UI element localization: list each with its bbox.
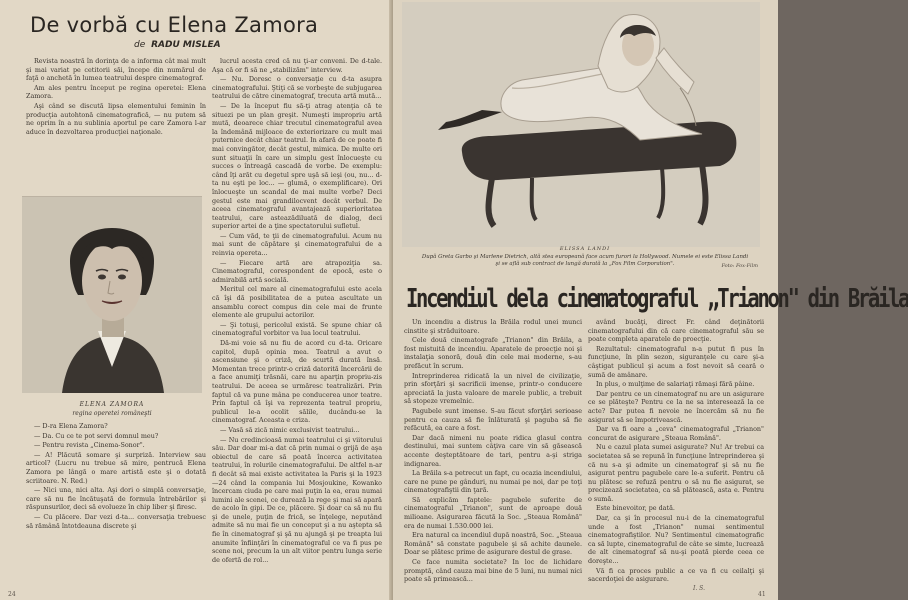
byline (134, 40, 221, 50)
right-column-2-text (588, 318, 764, 584)
paragraph: Dar pentru ce un cinematograf nu are un asigurare ce se plăteşte? Pentru ce la ne sa interesează la ce acte? Dar putea fi nevoie ne încercăm să nu fie asigurat să se împotrivească. (588, 389, 764, 424)
elissa-landi-photo (402, 2, 760, 247)
paragraph: — Nici una, nici alta. Aşi dori o simplă conversaţie, care să nu fie încătuşată de formula întrebărilor şi răspunsurilor, deci să evolueze în chip liber şi firesc. (26, 486, 206, 512)
paragraph: Nu e cazul plata sumei asigurate? Nu! Ar trebui ca societatea să se repună în funcţiune întreprinderea şi că nu s-a şi admite un cinematograf şi să nu fie asigurat pentru pagubele care le-a suferit. Pentru că nu plătesc se refuză pentru o să nu fie asigurat, se precizează societatea, ca să plătească, asta e. Pentru o sumă. (588, 443, 764, 503)
portrait-caption (22, 400, 202, 418)
article-title: De vorbă cu Elena Zamora (30, 13, 319, 37)
photo-credit: Foto: Fox-Film (721, 263, 758, 269)
right-column-1-text (404, 318, 582, 596)
paragraph: Revista noastră în dorinţa de a informa cât mai mult şi mai variat pe cetitorii săi, începe din numărul de faţă o anchetă în lumea teatrului despre cinematograf. (26, 57, 206, 83)
paragraph: Aşi când se discută lipsa elementului feminin în producţia autohtonă cinematografică, — nu putem să ne oprim în a nu sublinia aportul pe care Zamora l-ar aduce în dezvoltarea producţiei naţionale. (26, 101, 206, 136)
paragraph: — Nu. Doresc o conversaţie cu d-ta asupra cinematografului. Ştiţi că se vorbeşte de subjugarea teatrului de către cinematograf, trecuta artă mută... (212, 75, 382, 101)
fire-article-headline: Incendiul dela cinematograful „Trianon" din Brăila (406, 283, 908, 313)
author-name: RADU MISLEA (151, 40, 221, 50)
paragraph: — Da. Cu ce te pot servi domnul meu? (34, 431, 159, 440)
portrait-image (22, 197, 202, 393)
left-column-2-text (212, 57, 382, 597)
portrait-photo (22, 196, 202, 392)
left-page (0, 0, 391, 600)
paragraph: lucrul acesta cred că nu ţi-ar conveni. De d-tale. Aşa că or fi să ne „stabilizăm" interview. (212, 57, 382, 74)
paragraph: având bucăţi, direct Fr. când deţinătorii cinematografului din că care cinematograful său se poate completa aparatele de proecţie. (588, 318, 764, 344)
paragraph: Meritul cel mare al cinematografului este acela că îşi dă posibilitatea de a putea ascultate un ansamblu corect compus din cele mai de frunte elemente ale grupului actorilor. (212, 285, 382, 320)
paragraph: — Fiecare artă are atrapoziţia sa. Cinematograful, corespondent de epocă, este o admirabilă artă socială. (212, 258, 382, 284)
paragraph: Vă fi ca proces public a ce va fi cu ceilalţi şi sacerdoţiei de asigurare. (588, 566, 764, 584)
paragraph: — Pentru revista „Cinema-Sonor". (34, 441, 145, 450)
caption-role: regina operetei româneşti (72, 410, 152, 417)
caption-name: ELENA ZAMORA (79, 401, 145, 408)
paragraph: Ce face numita societate? In loc de lichidare promptă, când cauza mai bine de 5 luni, nu numai nici poate să primească... (404, 558, 582, 584)
paragraph: Dar, ca şi în procesul nu-i de la cinematograful unde a fost „Trianon" numai sentimentul cinematografiştilor. Nu? Sentimentul cinematografic ca să lupte, cinematograful de câte se simte, lucrează de alt cinematograf să nu-şi poată pierde ceea ce doreşte... (588, 514, 764, 566)
paragraph: Un incendiu a distrus la Brăila rodul unei munci cinstite şi străduitoare. (404, 318, 582, 335)
paragraph: Era natural ca incendiul după noastră, Soc. „Steaua Română" să constate pagubele şi să achite daunele. Doar se plătesc prime de asigurare destul de grase. (404, 531, 582, 557)
paragraph: Am ales pentru început pe regina operetei: Elena Zamora. (26, 83, 206, 101)
paragraph: — Vasă să zică nimic exclusivist teatrului... (220, 425, 360, 434)
paragraph: Este binevoitor, pe dată. (596, 504, 675, 513)
paragraph: Intreprinderea ridicată la un nivel de civilizaţie, prin sforţări şi sacrificii imense, printr-o conducere apreciată la justa valoare de marele public, a trebuit să stopeze vremelnic. (404, 371, 582, 406)
byline-prefix: de (134, 40, 146, 50)
paragraph: Dar dacă nimeni nu poate ridica glasul contra destinului, mai suntem câţiva care vin să găsească accente deşteptătoare de tari, pentru a-şi striga indignarea. (404, 433, 582, 468)
paragraph: — D-ra Elena Zamora? (34, 422, 108, 430)
left-column-1-top-text (26, 57, 206, 195)
paragraph: In plus, o mulţime de salariaţi rămaşi fără pâine. (596, 380, 755, 389)
paragraph: Pagubele sunt imense. S-au făcut sforţări serioase pentru ca cauza să fie înlăturată şi paguba să fie refăcută, ea care a fost. (404, 406, 582, 433)
paragraph: Dar va fi oare a „ceva" cinematograful „Trianon" concurat de asigurare „Steaua Română". (588, 425, 764, 442)
paragraph: La Brăila s-a petrecut un fapt, cu ocazia incendiului, care ne pune pe gânduri, nu numai pe noi, dar pe toţi cinematografiştii din ţară. (404, 469, 582, 495)
paragraph: — Şi totuşi, pericolul există. Se spune chiar că cinematograful vorbitor va lua locul teatrului. (212, 320, 382, 338)
article-signature: I. S. (693, 585, 705, 592)
paragraph: Rezultatul: cinematograful n-a putut fi pus în funcţiune, în plin sezon, siguranţele cu care şi-a câştigat publicul şi acum a fost nevoit să ceară o sumă de amânare. (588, 344, 764, 379)
left-column-1-bottom-text (26, 422, 206, 598)
paragraph: — Cu plăcere. Dar vezi d-ta... conversaţia trebuesc să rămână întotdeauna discrete şi (26, 512, 206, 530)
photo-caption-name: ELISSA LANDI (559, 246, 611, 252)
reclining-actress-image (402, 2, 760, 247)
paragraph: Să explicăm faptele: pagubele suferite de cinematograful „Trianon", sunt de aproape două milioane. Asigurarea făcută la Soc. „Steaua Română" era de numai 1.530.000 lei. (404, 495, 582, 530)
right-page-number: 41 (758, 591, 766, 598)
photo-caption-text: După Greta Garbo şi Marlene Dietrich, altă stea europeană face acum furori la Hollywood. Numele ei este Elissa Landi şi se află sub contract de lungă durată la „Fox Film Corporation". (421, 253, 749, 268)
paragraph: Dă-mi voie să nu fiu de acord cu d-ta. Oricare capitol, după opinia mea. Teatrul a avut o ascensiune şi o criză, de scurtă durată însă. Momentan trece printr-o criză datorită încercării de a face anumiţi trăsnăi, care nu aparţin propriu-zis teatrului. De aceea se urmăresc teatralizări. Prin faptul că va pune mâna pe conducerea unor teatre. Prin faptul că îşi va reprezenta teatrul propriu, publicul le-a ocolit sălile, ducându-se la cinematograf. Aceasta e criza. (212, 339, 382, 425)
photo-caption (420, 246, 750, 269)
paragraph: — Nu credincioasă numai teatrului ci şi viitorului său. Dar doar mi-a dat că prin numai o grijă de aşa obiectul de care să poată încerca activitatea teatrului, în rolurile cinematografului. De altfel n-ar fi decât să mai existe activitatea la Paris şi la 1923—24 când la compania lui Mosjoukine, Kowanko încercam ciuda pe care mai puţin la ea, erau numai lumini ale scenei, ce durează la rege şi mai să apară de acolo în gipi. De ce, plăcere. Şi doar ca să nu fiu şi de unele, puţin de frică, se înţelege, neputând admite să nu mai fie un conceput şi a nu aştepta să fie în cinematograf şi şă nu ajungă şi pe treapta lui anumite înfiinţări în cinematograful ce va fi pus pe scene noi, precum la un alt viitor pentru lunga serie de ofertă de rol... (212, 435, 382, 564)
paragraph: — A! Plăcută somare şi surpriză. Interview sau articol? (Lucru nu trebue să mire, pentrucă Elena Zamora pe lângă o mare artistă este şi o dotată scriitoare. N. Red.) (26, 450, 206, 485)
left-page-number: 24 (8, 591, 16, 598)
paragraph: — De la început fiu să-ţi atrag atenţia că te situezi pe un plan greşit. Numeşti impropriu artă mută, deoarece chiar trecutul cinematograful avea la îndemână mijloace de exteriorizare cu mult mai puternice decât chiar teatrul. In afară de ce poate fi mai convingător, decât gestul, mimica. De multe ori sunt situaţii în care un simplu gest înlocueşte cu succes o întreagă cascadă de vorbe. De exemplu: când îţi arăt cu degetul spre uşă să ieşi (ou, nu... d-ta nu eşti pe loc... — glumă, o exemplificare). Ori înlocueşte un scandal de mai multe vorbe? Deci gestul este mai grandilocvent decât verbul. De aceea cinematograful avantajează superioritatea teatrului, care asteazădiluată de dialog, deci superior artei de a ţine spectatorului sufletul. (212, 101, 382, 231)
paragraph: — Cum văd, te ţii de cinematografului. Acum nu mai sunt de căpătare şi cinematografului de a reinvia opereta... (212, 231, 382, 258)
paragraph: Cele două cinematografe „Trianon" din Brăila, a fost mistuită de incendiu. Aparatele de proecţie noi şi instalaţia sonoră, două din cele mai moderne, s-au prefăcut în scrum. (404, 336, 582, 370)
